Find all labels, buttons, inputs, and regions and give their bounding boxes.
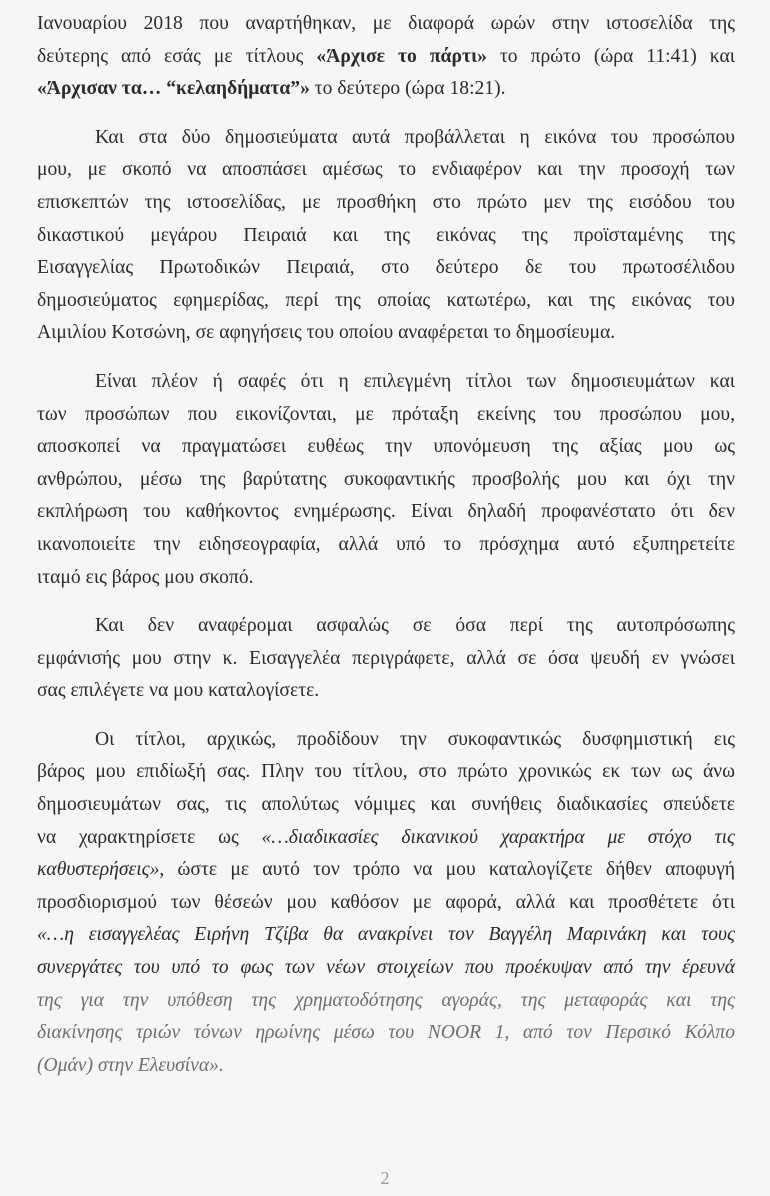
quoted-text-line (37, 1050, 735, 1083)
text-line: δημοσιευμάτων σας, τις απολύτως νόμιμες και συνήθεις διαδικασίες σπεύδετε (37, 794, 735, 816)
quoted-text: «…η εισαγγελέας Ειρήνη Τζίβα θα ανακρίνει τον Βαγγέλη Μαρινάκη και τους (37, 924, 735, 946)
text-line: ιταμό εις βάρος μου σκοπό. (37, 566, 254, 588)
text-line (37, 41, 735, 74)
text-line: βάρος μου επιδίωξή σας. Πλην του τίτλου, στο πρώτο χρονικώς εκ των ως άνω (37, 761, 735, 783)
quoted-text: διακίνησης τριών τόνων ηρωίνης μέσω του NOOR 1, από τον Περσικό Κόλπο (37, 1022, 735, 1044)
text-run: δεύτερης από εσάς με τίτλους (37, 45, 317, 67)
text-line: Είναι πλέον ή σαφές ότι η επιλεγμένη τίτλοι των δημοσιευμάτων και (95, 370, 735, 392)
text-line: εκπλήρωση του καθήκοντος ενημέρωσης. Είναι δηλαδή προφανέστατο ότι δεν (37, 501, 735, 523)
text-line: Αιμιλίου Κοτσώνη, σε αφηγήσεις του οποίου αναφέρεται το δημοσίευμα. (37, 322, 616, 344)
text-line (37, 73, 735, 106)
text-run: το πρώτο (ώρα 11:41) και (486, 45, 735, 67)
text-run: να χαρακτηρίσετε ως (37, 826, 262, 848)
text-line: σας επιλέγετε να μου καταλογίσετε. (37, 680, 320, 702)
quoted-text: της για την υπόθεση της χρηματοδότησης αγοράς, της μεταφοράς και της (37, 989, 735, 1011)
text-line: Εισαγγελίας Πρωτοδικών Πειραιά, στο δεύτερο δε του πρωτοσέλιδου (37, 257, 735, 279)
text-line (37, 822, 735, 855)
text-line: μου, με σκοπό να αποσπάσει αμέσως το ενδιαφέρον και την προσοχή των (37, 159, 735, 181)
quoted-text: καθυστερήσεις» (37, 859, 160, 881)
text-line: αποσκοπεί να πραγματώσει ευθέως την υπονόμευση της αξίας μου ως (37, 436, 735, 458)
first-article-title: «Άρχισε το πάρτι» (316, 45, 487, 67)
quoted-text-line (37, 919, 735, 952)
quoted-text-line (37, 952, 735, 985)
quoted-text: συνεργάτες του υπό το φως των νέων στοιχείων που προέκυψαν από την έρευνά (37, 957, 735, 979)
text-line (37, 854, 735, 887)
text-line: Οι τίτλοι, αρχικώς, προδίδουν την συκοφαντικώς δυσφημιστική εις (95, 728, 735, 750)
text-run: , ώστε με αυτό τον τρόπο να μου καταλογίζετε δήθεν αποφυγή (159, 859, 735, 881)
quoted-text: (Ομάν) στην Ελευσίνα». (37, 1054, 224, 1076)
paragraph-3 (37, 366, 735, 594)
text-line: προσδιορισμού των θέσεών μου καθόσον με αφορά, αλλά και προσθέτετε ότι (37, 891, 735, 913)
paragraph-4 (37, 610, 735, 708)
quoted-text-line (37, 1017, 735, 1050)
text-line: Ιανουαρίου 2018 που αναρτήθηκαν, με διαφορά ωρών στην ιστοσελίδα της (37, 13, 735, 34)
quoted-text: «…διαδικασίες δικανικού χαρακτήρα με στόχο τις (261, 826, 735, 848)
text-line: Και δεν αναφέρομαι ασφαλώς σε όσα περί της αυτοπρόσωπης (95, 615, 735, 637)
second-article-title: «Άρχισαν τα… “κελαηδήματα”» (37, 78, 310, 100)
text-run: το δεύτερο (ώρα 18:21). (309, 78, 506, 100)
text-line: ικανοποιείτε την ειδησεογραφία, αλλά υπό το πρόσχημα αυτό εξυπηρετείτε (37, 533, 735, 555)
text-line: Και στα δύο δημοσιεύματα αυτά προβάλλεται η εικόνα του προσώπου (95, 126, 735, 148)
paragraph-2 (37, 122, 735, 350)
paragraph-1 (37, 8, 735, 106)
paragraph-5 (37, 724, 735, 1083)
text-line: ανθρώπου, μέσω της βαρύτατης συκοφαντικής προσβολής μου και όχι την (37, 468, 735, 490)
text-line: εμφάνισής μου στην κ. Εισαγγελέα περιγράφετε, αλλά σε όσα ψευδή εν γνώσει (37, 647, 735, 669)
text-line: δικαστικού μεγάρου Πειραιά και της εικόνας της προϊσταμένης της (37, 224, 735, 246)
page-number: 2 (380, 1168, 390, 1188)
text-line: δημοσιεύματος εφημερίδας, περί της οποίας κατωτέρω, και της εικόνας του (37, 289, 735, 311)
text-line: των προσώπων που εικονίζονται, με πρόταξη εκείνης του προσώπου μου, (37, 403, 735, 425)
quoted-text-line (37, 985, 735, 1018)
text-line: επισκεπτών της ιστοσελίδας, με προσθήκη στο πρώτο μεν της εισόδου του (37, 191, 735, 213)
